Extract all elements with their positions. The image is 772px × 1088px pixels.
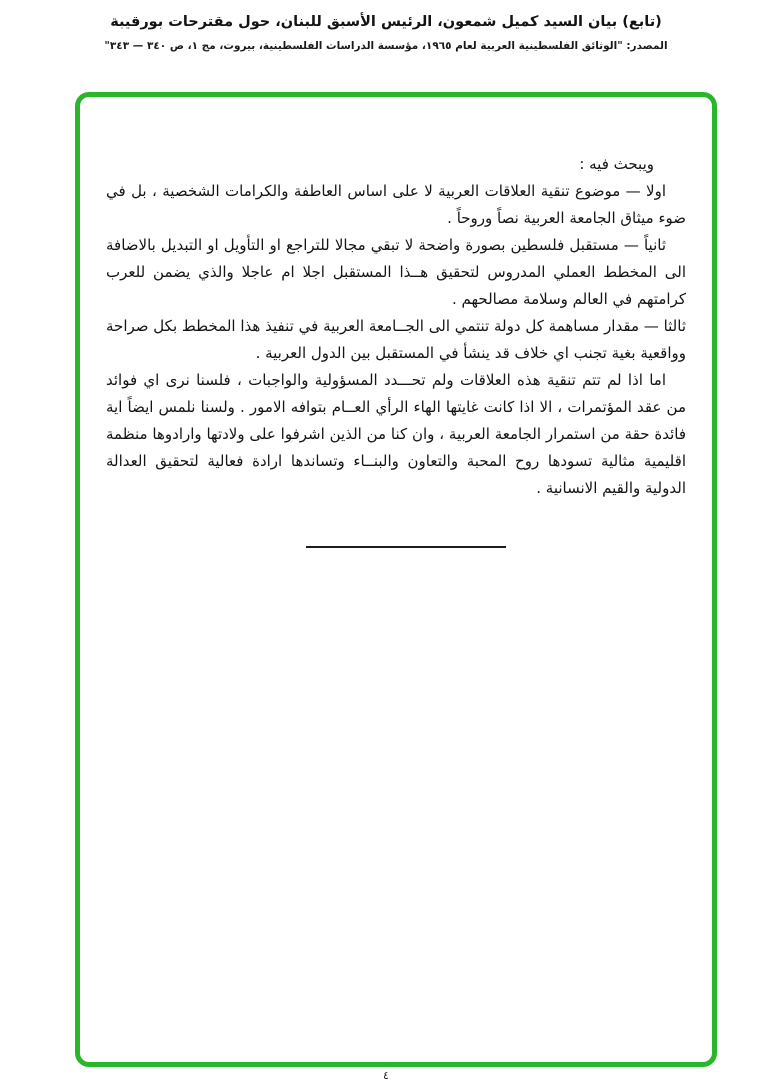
paragraph-first: اولا — موضوع تنقية العلاقات العربية لا على اساس العاطفة والكرامات الشخصية ، بل في ضوء ميثاق الجامعة العربية نصاً وروحاً . <box>106 182 686 227</box>
intro-line: ويبحث فيه : <box>579 155 654 173</box>
page-number: ٤ <box>383 1069 389 1082</box>
document-body <box>80 97 712 548</box>
paragraph-closing: اما اذا لم تتم تنقية هذه العلاقات ولم تحـــدد المسؤولية والواجبات ، فلسنا نرى اي فوائد من عقد المؤتمرات ، الا اذا كانت غايتها الهاء الرأي العــام بتوافه الامور . ولسنا نلمس ايضاً اية فائدة حقة من استمرار الجامعة العربية ، وان كنا من الذين اشرفوا على ولادتها وارادوها منظمة اقليمية مثالية تسودها روح المحبة والتعاون والبنــاء وتساندها ارادة فعالية لتحقيق العدالة الدولية والقيم الانسانية . <box>106 371 686 497</box>
paragraph-third: ثالثا — مقدار مساهمة كل دولة تنتمي الى الجــامعة العربية في تنفيذ هذا المخطط بكل صراحة وواقعية بغية تجنب اي خلاف قد ينشأ في المستقبل بين الدول العربية . <box>106 317 686 362</box>
document-header <box>0 0 772 52</box>
green-border-frame <box>75 92 717 1067</box>
paragraph-second: ثانياً — مستقبل فلسطين بصورة واضحة لا تبقي مجالا للتراجع او التأويل او التبديل بالاضافة الى المخطط العملي المدروس لتحقيق هــذا المستقبل اجلا ام عاجلا والذي يضمن للعرب كرامتهم في العالم وسلامة مصالحهم . <box>106 236 686 308</box>
section-divider <box>306 546 506 548</box>
document-title: (تابع) بيان السيد كميل شمعون، الرئيس الأسبق للبنان، حول مقترحات بورقيبة <box>110 14 662 30</box>
document-source-citation: المصدر: "الوثائق الفلسطينية العربية لعام ١٩٦٥، مؤسسة الدراسات الفلسطينية، بيروت، مج ١، ص ٣٤٠ — ٣٤٣" <box>104 40 668 52</box>
